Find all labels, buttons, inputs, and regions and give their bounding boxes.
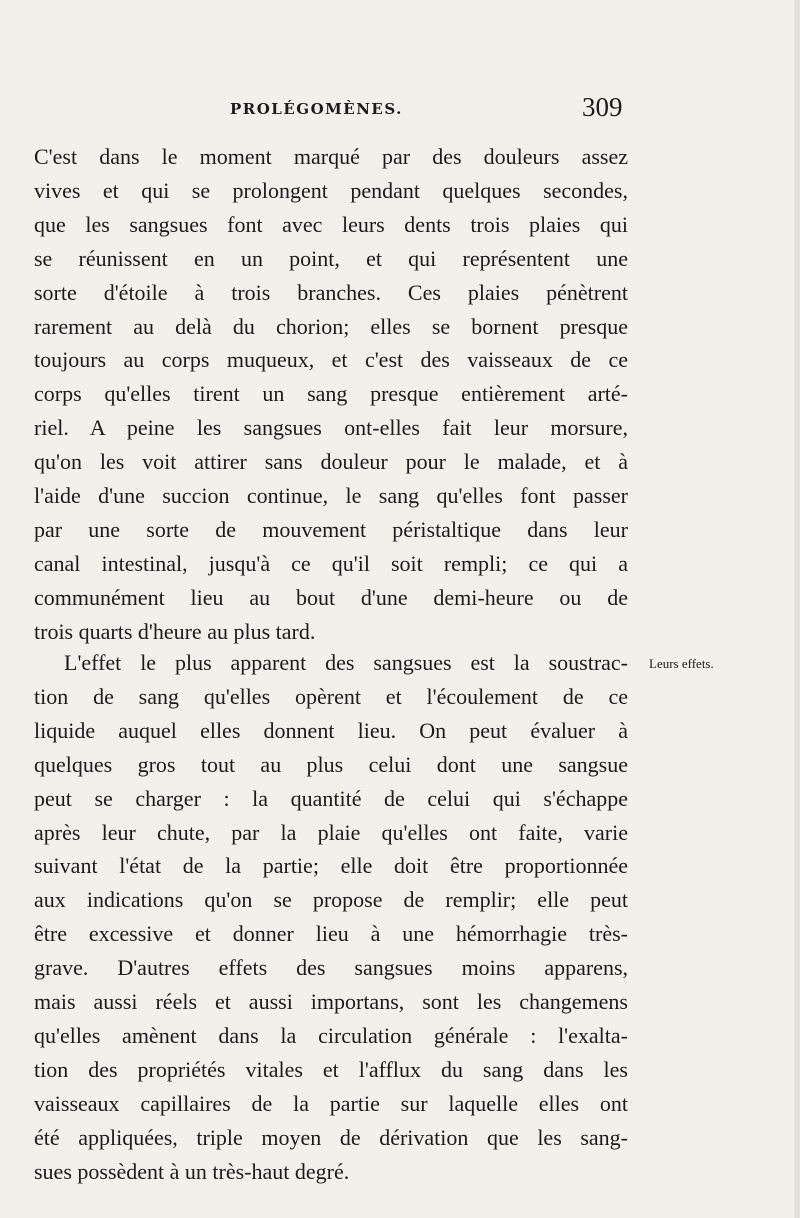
text-line: suivant l'état de la partie; elle doit être proportionnée: [34, 853, 628, 879]
text-line: après leur chute, par la plaie qu'elles ont faite, varie: [34, 819, 628, 845]
text-line: par une sorte de mouvement péristaltique dans leur: [34, 516, 628, 542]
margin-note: Leurs effets.: [649, 656, 714, 671]
text-line: se réunissent en un point, et qui représentent une: [34, 245, 628, 271]
page-number: 309: [582, 92, 623, 122]
page-edge-shadow: [794, 0, 800, 1218]
text-line: peut se charger : la quantité de celui qui s'échappe: [34, 785, 628, 811]
text-line: qu'on les voit attirer sans douleur pour le malade, et à: [34, 449, 628, 475]
text-line: que les sangsues font avec leurs dents trois plaies qui: [34, 211, 628, 237]
text-line: rarement au delà du chorion; elles se bornent presque: [34, 313, 628, 339]
text-line: tion de sang qu'elles opèrent et l'écoulement de ce: [34, 683, 628, 709]
text-line: C'est dans le moment marqué par des douleurs assez: [34, 144, 628, 169]
text-line: toujours au corps muqueux, et c'est des vaisseaux de ce: [34, 347, 628, 373]
text-line: tion des propriétés vitales et l'afflux du sang dans les: [34, 1056, 628, 1082]
text-line: vives et qui se prolongent pendant quelques secondes,: [34, 177, 628, 203]
running-header-title: PROLÉGOMÈNES.: [230, 100, 403, 118]
text-line: communément lieu au bout d'une demi-heure ou de: [34, 584, 628, 610]
text-line: liquide auquel elles donnent lieu. On peut évaluer à: [34, 717, 628, 743]
text-line: qu'elles amènent dans la circulation générale : l'exalta-: [34, 1022, 628, 1048]
text-line: trois quarts d'heure au plus tard.: [34, 618, 316, 644]
text-line: l'aide d'une succion continue, le sang qu'elles font passer: [34, 483, 628, 508]
text-line: canal intestinal, jusqu'à ce qu'il soit rempli; ce qui a: [34, 550, 628, 576]
text-line: vaisseaux capillaires de la partie sur laquelle elles ont: [34, 1090, 628, 1116]
text-line: sues possèdent à un très-haut degré.: [34, 1158, 350, 1184]
text-line: sorte d'étoile à trois branches. Ces plaies pénètrent: [34, 279, 628, 305]
text-line: quelques gros tout au plus celui dont une sangsue: [34, 751, 628, 777]
text-line: être excessive et donner lieu à une hémorrhagie très-: [34, 921, 628, 947]
text-line: corps qu'elles tirent un sang presque entièrement arté-: [34, 381, 628, 407]
text-line: été appliquées, triple moyen de dérivation que les sang-: [34, 1124, 628, 1150]
text-line: aux indications qu'on se propose de remplir; elle peut: [34, 887, 628, 913]
text-line: L'effet le plus apparent des sangsues est la soustrac-: [64, 650, 628, 675]
text-line: riel. A peine les sangsues ont-elles fait leur morsure,: [34, 415, 628, 441]
text-line: mais aussi réels et aussi importans, sont les changemens: [34, 989, 628, 1014]
text-line: grave. D'autres effets des sangsues moins apparens,: [34, 955, 628, 981]
